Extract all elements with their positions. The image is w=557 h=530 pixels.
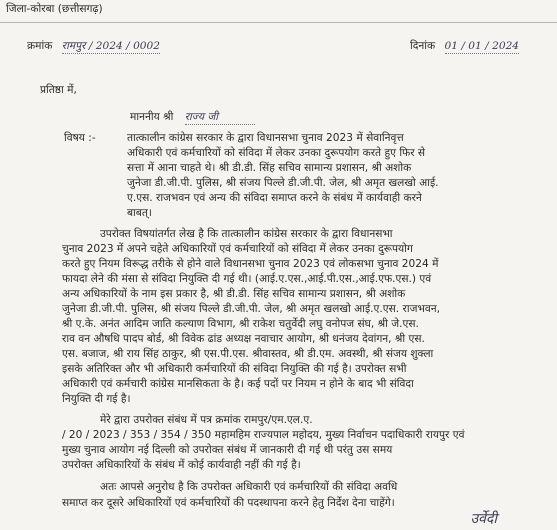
body-line: फायदा लेने की मंसा से संविदा नियुक्ति दी गई थी। (आई.ए.एस.,आई.पी.एस.,आई.एफ.एस.) एवं [62, 273, 432, 285]
body-line: जुनेजा डी.जी.पी. पुलिस, श्री संजय पिल्ले डी.जी.पी. जेल, श्री अमृत खलखो आई.ए.एस. राजभवन, [62, 303, 441, 315]
date-line [410, 40, 519, 54]
recipient-name-hand: राज्य जी [185, 111, 255, 125]
body-line: अधिकारी एवं कर्मचारी कांग्रेस मानसिकता के है। कई पदों पर नियम न होने के बाद भी संविदा [62, 378, 414, 390]
subject-line: तात्कालीन कांग्रेस सरकार के द्वारा विधानसभा चुनाव 2023 में सेवानिवृत्त [127, 132, 404, 144]
ref-line [27, 40, 160, 54]
body-line: मेरे द्वारा उपरोक्त संबंध में पत्र क्रमांक रामपुर/एम.एल.ए. [100, 414, 313, 426]
date-label: दिनांक [410, 40, 436, 52]
recipient-prefix: माननीय श्री [130, 111, 174, 123]
header-rule [0, 22, 557, 23]
subject-line: अधिकारी एवं कर्मचारियों को संविदा में लेकर उनका दुरूपयोग करते हुए फिर से [127, 147, 426, 159]
signature: उर्वेदी [470, 511, 497, 527]
subject-line: सत्ता में आना चाहते थे। श्री डी.डी. सिंह सचिव सामान्य प्रशासन, श्री अशोक [127, 162, 412, 174]
body-line: अतः आपसे अनुरोध है कि उपरोक्त अधिकारी एवं कर्मचारियों की संविदा अवधि [100, 481, 398, 493]
body-line: नियुक्ति दी गई है। [62, 393, 131, 405]
body-line: / 20 / 2023 / 353 / 354 / 350 महामहिम राज्यपाल महोदय, मुख्य निर्वाचन पदाधिकारी रायपुर एवं [62, 429, 465, 441]
body-line: एस. बजाज, श्री राय सिंह ठाकुर, श्री एस.पी.एस. श्रीवास्तव, श्री डी.एम. अवस्थी, श्री संजय शुक्ला [62, 348, 434, 360]
body-line: समाप्त कर दूसरे अधिकारियों एवं कर्मचारियों की पदस्थापना करने हेतु निर्देश देना चाहेंगे। [62, 497, 395, 509]
body-line: अन्य अधिकारियों के नाम इस प्रकार है, श्री डी.डी. सिंह सचिव सामान्य प्रशासन, श्री अशोक [62, 288, 406, 300]
ref-label: क्रमांक [27, 40, 53, 52]
district-header: जिला-कोरबा (छत्तीसगढ़) [6, 3, 103, 15]
body-line: उपरोक्त अधिकारियों के संबंध में कोई कार्यवाही नहीं की गई है। [62, 459, 301, 471]
recipient-name-line [130, 111, 255, 125]
subject-line: ए.एस. राजभवन एवं अन्य की संविदा समाप्त करने के संबंध में कार्यवाही करने [127, 192, 422, 204]
body-line: राव वन औषधि पादप बोर्ड, श्री विवेक ढांड अध्यक्ष नवाचार आयोग, श्री धनंजय देवांगन, श्री एस. [62, 333, 425, 345]
recipient-greeting: प्रतिष्ठा में, [40, 84, 77, 96]
body-line: इसके अतिरिक्त और भी अधिकारी कर्मचारियों की संविदा नियुक्ति की गई है। उपरोक्त सभी [62, 363, 407, 375]
date-value: 01 / 01 / 2024 [444, 40, 520, 52]
ref-value: रामपुर / 2024 / 0002 [61, 40, 161, 52]
body-line: चुनाव 2023 में अपने चहेते अधिकारियों एवं कर्मचारियों को संविदा में लेकर उनका दुरूपयोग [62, 243, 413, 255]
subject-line: जुनेजा डी.जी.पी. पुलिस, श्री संजय पिल्ले डी.जी.पी. जेल, श्री अमृत खलखो आई. [127, 177, 439, 189]
subject-line: बाबत्। [127, 207, 152, 219]
body-line: श्री ए.के. अनंत आदिम जाति कल्याण विभाग, श्री राकेश चतुर्वेदी लघु वनोपज संघ, श्री जे.एस. [62, 318, 419, 330]
body-line: उपरोक्त विषयांतर्गत लेख है कि तात्कालीन कांग्रेस सरकार के द्वारा विधानसभा [100, 228, 393, 240]
body-line: करते हुए नियम विरूद्ध तरीके से होने वाले विधानसभा चुनाव 2023 एवं लोकसभा चुनाव 2024 में [62, 258, 439, 270]
subject-label: विषय :- [64, 132, 96, 144]
body-line: मुख्य चुनाव आयोग नई दिल्ली को उपरोक्त संबंध में जानकारी दी गई थी परंतु उस समय [62, 444, 393, 456]
